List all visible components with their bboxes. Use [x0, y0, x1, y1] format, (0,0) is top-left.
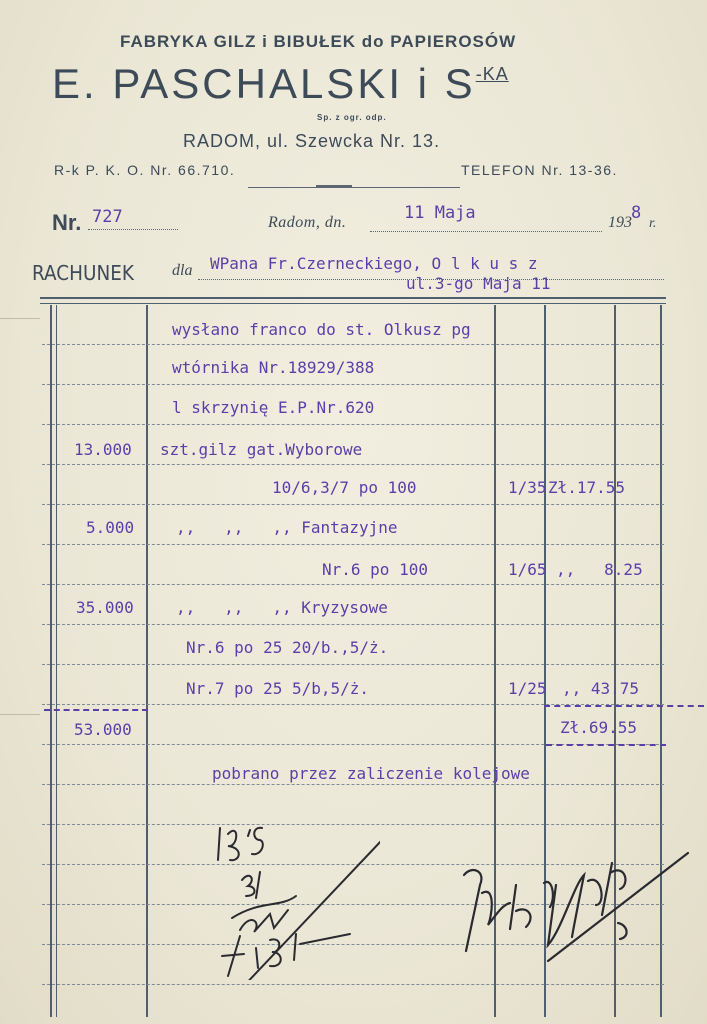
legal-form: Sp. z ogr. odp.: [317, 113, 387, 122]
company-tagline: FABRYKA GILZ i BIBUŁEK do PAPIEROSÓW: [120, 32, 517, 51]
row-rule: [42, 384, 664, 385]
amount-cell: ,, 8.25: [556, 560, 643, 579]
row-rule: [42, 424, 664, 425]
item-row: szt.gilz gat.Wyborowe: [160, 440, 363, 459]
column-rule-quantity: [146, 305, 148, 1017]
row-rule: [42, 464, 664, 465]
company-address: RADOM, ul. Szewcka Nr. 13.: [183, 131, 441, 151]
header-divider: [248, 187, 460, 188]
company-name-suffix: -KA: [475, 64, 509, 84]
date-underline: [370, 231, 602, 232]
invoice-number-label: Nr.: [52, 210, 82, 235]
amount-cell: Zł.17.55: [548, 478, 626, 497]
row-rule: [42, 984, 664, 985]
row-rule: [42, 664, 664, 665]
total-rule-left: [44, 709, 148, 711]
unit-price-cell: 1/35: [508, 478, 547, 497]
invoice-number: 727: [92, 207, 123, 227]
amount-cell: ,, 43.75: [562, 679, 640, 698]
paid-signature: [452, 845, 692, 965]
paper-crease: [0, 318, 40, 319]
item-row: Nr.6 po 100: [322, 560, 428, 579]
header-divider-accent: [316, 185, 352, 188]
place-date-label: Radom, dn.: [268, 214, 347, 231]
row-rule: [42, 344, 664, 345]
row-rule: [42, 584, 664, 585]
row-rule: [42, 784, 664, 785]
quantity-cell: 13.000: [74, 440, 132, 459]
recipient-name: WPana Fr.Czerneckiego, O l k u s z: [210, 254, 538, 273]
item-row: Nr.6 po 25 20/b.,5/ż.: [186, 638, 389, 657]
unit-price-cell: 1/25: [508, 679, 547, 698]
row-rule: [42, 544, 664, 545]
recipient-prep: dla: [172, 262, 193, 279]
item-text-line: l skrzynię E.P.Nr.620: [172, 398, 375, 417]
payment-note: pobrano przez zaliczenie kolejowe: [212, 764, 530, 783]
year-digit: 8: [631, 203, 642, 223]
recipient-address: ul.3-go Maja 11: [406, 274, 551, 293]
recipient-underline: [198, 279, 664, 280]
item-row: ,, ,, ,, Kryzysowe: [176, 598, 388, 617]
year-suffix: r.: [649, 216, 657, 231]
item-text-line: wtórnika Nr.18929/388: [172, 358, 375, 377]
total-underline: [546, 744, 666, 746]
quantity-cell: 5.000: [86, 518, 135, 537]
item-row: 10/6,3/7 po 100: [272, 478, 417, 497]
paper-crease: [0, 714, 40, 715]
invoice-number-underline: [88, 229, 178, 230]
year-prefix: 193: [608, 214, 632, 231]
invoice-title: RACHUNEK: [32, 261, 134, 285]
unit-price-cell: 1/65: [508, 560, 547, 579]
amount-total: Zł.69.55: [560, 718, 638, 737]
date-value: 11 Maja: [404, 203, 476, 223]
table-top-rule-2: [40, 303, 666, 304]
table-top-rule: [40, 297, 666, 299]
bank-account: R-k P. K. O. Nr. 66.710.: [54, 162, 236, 178]
total-rule-right: [544, 705, 704, 707]
item-row: Nr.7 po 25 5/b,5/ż.: [186, 679, 370, 698]
phone-number: TELEFON Nr. 13-36.: [461, 162, 618, 178]
column-rule-left-inner: [56, 305, 57, 1017]
quantity-total: 53.000: [74, 720, 132, 739]
column-rule-left-outer: [50, 305, 52, 1017]
company-name: [52, 60, 509, 108]
item-row: ,, ,, ,, Fantazyjne: [176, 518, 398, 537]
company-name-main: E. PASCHALSKI i S: [52, 60, 476, 107]
row-rule: [42, 504, 664, 505]
handwritten-calculation: [200, 800, 380, 980]
quantity-cell: 35.000: [76, 598, 134, 617]
item-text-line: wysłano franco do st. Olkusz pg: [172, 320, 471, 339]
row-rule: [42, 624, 664, 625]
